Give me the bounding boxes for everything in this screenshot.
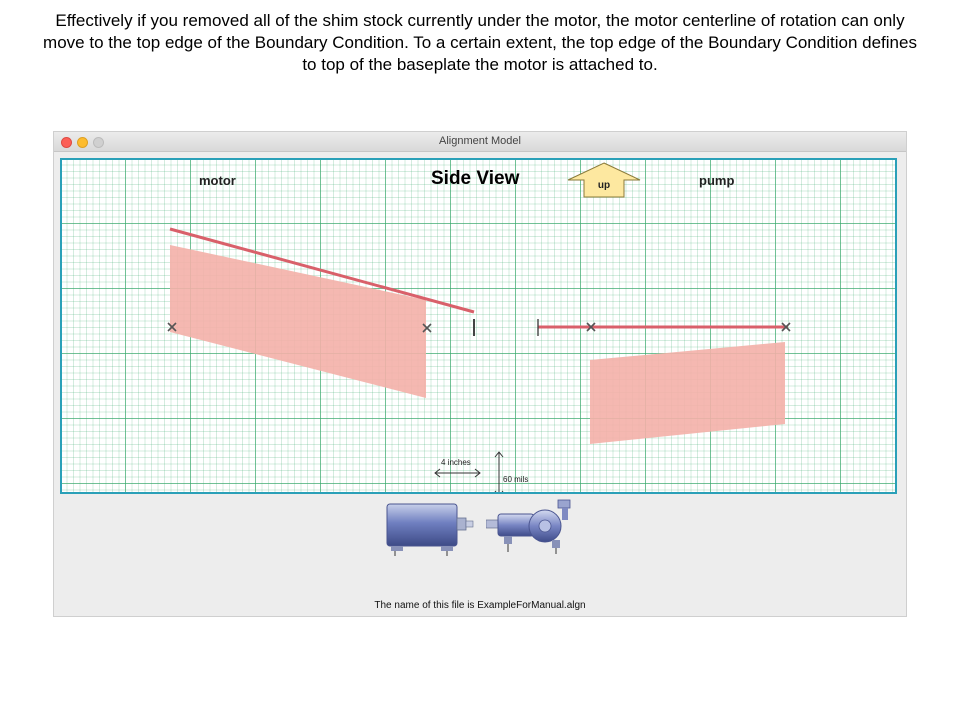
- alignment-model-window: [53, 131, 907, 617]
- up-button[interactable]: [566, 162, 642, 198]
- motor-boundary-region: [170, 245, 426, 398]
- pump-icon: [486, 498, 574, 563]
- window-titlebar: [54, 132, 906, 152]
- horizontal-scale-arrow: [435, 469, 480, 477]
- vertical-scale-arrow: [495, 452, 503, 494]
- vertical-scale-label: 60 mils: [503, 475, 529, 484]
- slide-caption: Effectively if you removed all of the shim stock currently under the motor, the motor centerline of rotation can only move to the top edge of the Boundary Condition. To a certain extent, the top edge of the Boundary Condition defines to top of the baseplate the motor is attached to.: [43, 11, 917, 74]
- alignment-drawing: [62, 160, 897, 494]
- horizontal-scale-label: 4 inches: [441, 458, 471, 467]
- pump-boundary-region: [590, 342, 785, 444]
- side-view-plot[interactable]: [60, 158, 897, 494]
- file-name-status: The name of this file is ExampleForManual.algn: [374, 600, 586, 611]
- up-button-label: up: [597, 180, 611, 191]
- side-view-title: Side View: [431, 168, 520, 189]
- window-title: Alignment Model: [439, 135, 521, 147]
- motor-label: motor: [199, 173, 236, 188]
- pump-label: pump: [699, 173, 735, 188]
- motor-icon: [385, 500, 477, 561]
